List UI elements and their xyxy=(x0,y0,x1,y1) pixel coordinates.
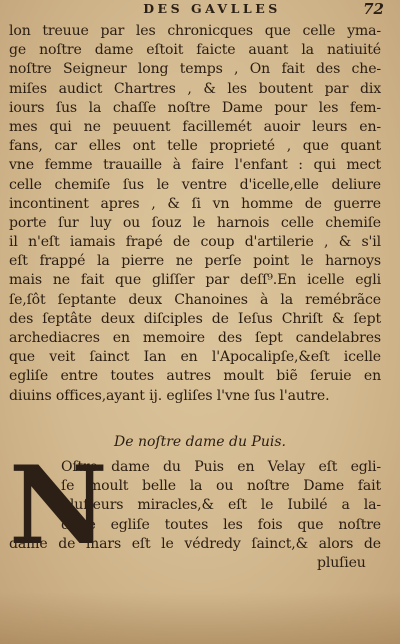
text-line: diuins offices,ayant ij. egliſes l'vne ſus l'autre. xyxy=(9,387,330,404)
page-header xyxy=(0,0,400,22)
running-head: DES GAVLLES xyxy=(143,1,281,16)
page-number: 72 xyxy=(363,0,384,18)
text-line: ge noſtre dame eſtoit faicte auant la natiuité xyxy=(9,42,381,59)
text-line: eſt frappé la pierre ne perſe point le harnoys xyxy=(9,253,381,270)
text-line: mes qui ne peuuent facillemét auoir leurs en- xyxy=(9,118,381,135)
drop-cap: N xyxy=(9,443,106,569)
text-line: mais ne fait que gliſſer par deſſ⁹.En icelle egli xyxy=(9,272,381,289)
section-text xyxy=(9,443,381,573)
text-line: porte ſur luy ou ſouz le harnois celle chemiſe xyxy=(9,214,381,231)
text-line: incontinent apres , & ſi vn homme de guerre xyxy=(9,195,381,212)
text-line: ſe moult belle la ou noſtre Dame fait xyxy=(61,478,381,495)
text-line: dame de mars eſt le védredy ſainct,& alors de xyxy=(9,535,381,552)
text-line: il n'eſt iamais frapé de coup d'artilerie , & s'il xyxy=(9,234,381,251)
text-line: que veit ſainct Ian en l'Apocalipſe,&eſt icelle xyxy=(9,349,381,366)
text-line: Oſtre dame du Puis en Velay eſt egli- xyxy=(61,459,381,475)
text-line: fans, car elles ont telle proprieté , que quant xyxy=(9,138,381,155)
text-line: archediacres en memoire des ſept candelabres xyxy=(9,330,381,346)
text-line: des ſeptâte deux diſciples de Ieſus Chriſt & ſept xyxy=(9,310,381,327)
section-heading: De noſtre dame du Puis. xyxy=(114,434,286,450)
catchword: pluſieu xyxy=(317,554,366,571)
text-line: vne femme trauaille à faire l'enfant : qui mect xyxy=(9,157,381,174)
text-line: ſe,ſôt ſeptante deux Chanoines à la remébrãce xyxy=(9,291,381,308)
text-line: egliſe entre toutes autres moult biẽ ſeruie en xyxy=(9,368,381,385)
text-line: dicte egliſe toutes les fois que noſtre xyxy=(61,516,381,533)
body-text xyxy=(9,22,381,406)
text-line: pluſieurs miracles,& eſt le Iubilé a la- xyxy=(61,497,381,514)
text-line: noſtre Seigneur long temps , On fait des che- xyxy=(9,61,381,78)
text-line: miſes audict Chartres , & les boutent par dix xyxy=(9,80,381,97)
text-line: iours ſus la chaſſe noſtre Dame pour les fem- xyxy=(9,99,381,116)
text-line: celle chemiſe ſus le ventre d'icelle,elle deliure xyxy=(9,176,381,193)
text-line: lon treuue par les chronicques que celle ymа- xyxy=(9,23,381,39)
